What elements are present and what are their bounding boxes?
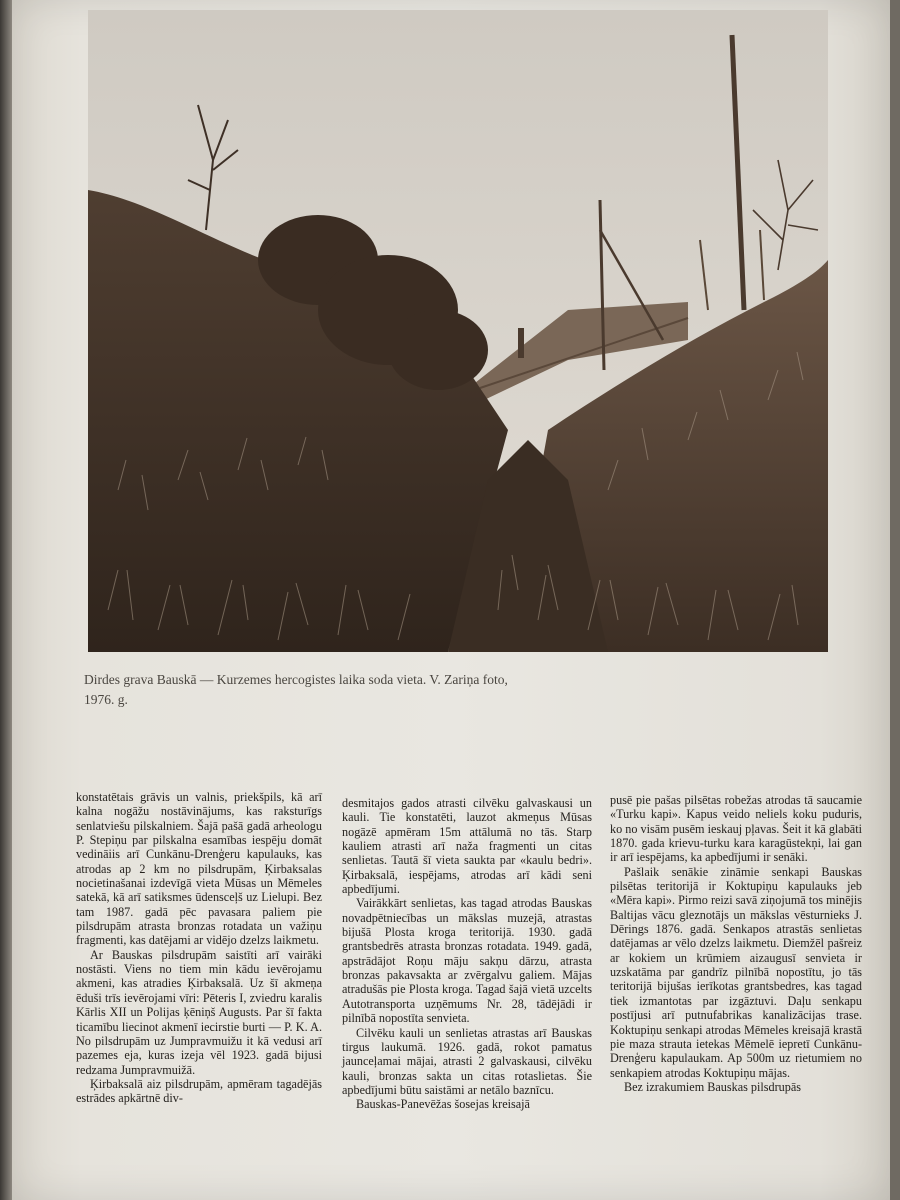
magazine-page <box>12 0 890 1200</box>
column-2-paragraph: Bauskas-Panevēžas šosejas kreisajā <box>356 1097 530 1112</box>
ravine-photo <box>88 10 828 652</box>
text-column-3 <box>610 793 862 1094</box>
column-1-paragraph: konstatētais grāvis un valnis, priekšpils, kā arī kalna nogāžu nostāvinājums, kas raksturīgs senlatviešu pilskalniem. Šajā pašā gadā arheologu P. Stepiņu par pilskalna esamības iespēju domāt vedināiis arī Cunkānu-Drenģeru kapulauks, kas atrodas ap 2 km no pilsdrupām, Ķirbaksalas nocietinašanai izdevīgā vieta Mūsas un Mēmeles satekā, kā arī satiksmes ūdensceļš uz Lielupi. Bez tam 1987. gadā pēc pavasara paliem pie pilsdrupām atrasta bronzas rotadata un važiņu fragmenti, kas datējami ar vidējo dzelzs laikmetu. <box>76 790 322 948</box>
text-column-1 <box>76 790 322 1106</box>
column-2-paragraph: Vairākkārt senlietas, kas tagad atrodas Bauskas novadpētniecības un mākslas muzejā, atrastas bijušā Plosta kroga teritorijā. 1930. gadā grantsbedrēs atrasta bronzas rotadata. 1949. gadā, apstrādājot Roņu māju sakņu dārzu, atrasta bronzas pakavsakta ar zvērgalvu galiem. Mājas atradušās pie Plosta kroga. Tagad šajā vietā uzcelts Autotransporta uzņēmums Nr. 28, tādējādi ir pilnībā nopostīta senvieta. <box>342 896 592 1026</box>
column-2-paragraph: desmitajos gados atrasti cilvēku galvaskausi un kauli. Tie konstatēti, lauzot akmeņus Mūsas nogāzē apmēram 15m attālumā no tās. Starp kauliem atrasti arī naža fragmenti un citas senlietas. Tautā šī vieta saukta par «kaulu bedri». Ķirbaksalā, iespējams, atrodas arī kādi seni apbedījumi. <box>342 796 592 897</box>
ravine-photo-drawing <box>88 10 828 652</box>
column-3-paragraph: Pašlaik senākie zināmie senkapi Bauskas pilsētas teritorijā ir Koktupiņu kapulauks jeb «Mēra kapi». Pirmo reizi savā ziņojumā tos minējis Baltijas vācu gleznotājs un mākslas vēsturnieks J. Dērings 1876. gadā. Senkapos atrastās senlietas datējamas ar vēlo dzelzs laikmetu. Diemžēl pašreiz ar kokiem un krūmiem aizaugusī senvieta ir uzskatāma par gandrīz pilnībā nopostītu, jo tās teritorijā bijušas ierīkotas grantsbedres, kas tagad tiek izmantotas par izgāztuvi. Daļu senkapu postījusi arī putnufabrikas kanalizācijas trase. Koktupiņu senkapi atrodas Mēmeles kreisajā krastā pie maza strauta ietekas Mēmelē iepretī Cunkānu-Drenģeru kapulaukam. Ap 500m uz rietumiem no senkapiem atrodas Koktupiņu mājas. <box>610 864 862 1080</box>
column-1-paragraph: Ar Bauskas pilsdrupām saistīti arī vairāki nostāsti. Viens no tiem min kādu ievērojamu akmeni, kas atradies Ķirbaksalā. Uz šī akmeņa ēduši trīs ievērojami vīri: Pēteris I, zviedru karalis Kārlis XII un Polijas ķēniņš Augusts. Par šī fakta ticamību liecinot akmenī iecirstie burti — P. K. A. No pilsdrupām uz Jumpravmuižu it kā vedusi arī pazemes eja, kuras izeja vēl 1923. gadā bijusi redzama Jumpravmuižā. <box>76 947 322 1077</box>
column-1-paragraph: Ķirbaksalā aiz pilsdrupām, apmēram tagadējās estrādes apkārtnē div- <box>76 1076 322 1106</box>
book-spine-edge <box>0 0 12 1200</box>
photo-caption <box>84 670 604 710</box>
caption-line-1: Dirdes grava Bauskā — Kurzemes hercogistes laika soda vieta. V. Zariņa foto, <box>84 672 508 687</box>
column-2-paragraph: Cilvēku kauli un senlietas atrastas arī Bauskas tirgus laukumā. 1926. gadā, rokot pamatus jaunceļamai mājai, atrasti 2 galvaskausi, cilvēku kauli, bronzas sakta un citas rotaslietas. Šie apbedījumi būtu saistāmi ar netālo baznīcu. <box>342 1025 592 1097</box>
column-3-paragraph: Bez izrakumiem Bauskas pilsdrupās <box>624 1079 802 1094</box>
text-column-2 <box>342 796 592 1112</box>
caption-line-2: 1976. g. <box>84 692 128 707</box>
column-3-paragraph: pusē pie pašas pilsētas robežas atrodas tā saucamie «Turku kapi». Kapus veido neliels koku puduris, ko no visām pusēm ieskauj pļavas. Šeit it kā glabāti 1870. gada krievu-turku kara karagūstekņi, lai gan ir arī iespējams, ka apbedījumi ir senāki. <box>610 793 862 865</box>
